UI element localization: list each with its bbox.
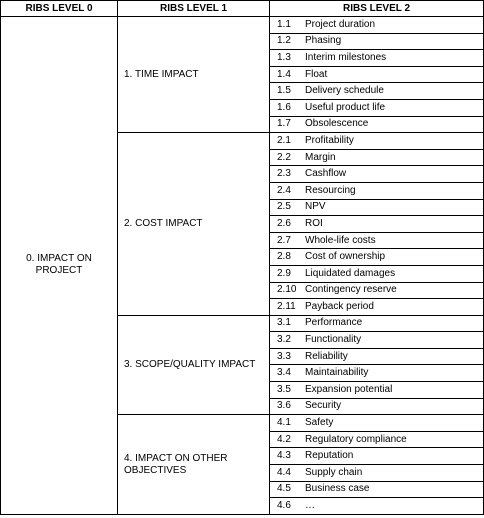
item-label: Safety <box>305 417 334 429</box>
level2-cell <box>270 116 484 133</box>
item-number: 2.5 <box>277 201 291 213</box>
item-number: 3.5 <box>277 383 291 395</box>
item-label: Float <box>305 68 328 80</box>
level2-cell <box>270 382 484 399</box>
level2-cell <box>270 182 484 199</box>
item-label: Supply chain <box>305 466 363 478</box>
level2-cell <box>270 265 484 282</box>
level2-cell <box>270 66 484 83</box>
item-number: 1.3 <box>277 51 291 63</box>
level2-cell <box>270 315 484 332</box>
level2-cell <box>270 166 484 183</box>
level1-cell: 4. IMPACT ON OTHER OBJECTIVES <box>118 415 270 515</box>
item-number: 2.4 <box>277 184 291 196</box>
item-label: Cashflow <box>305 168 347 180</box>
item-label: NPV <box>305 201 326 213</box>
item-label: Resourcing <box>305 184 356 196</box>
level2-cell <box>270 249 484 266</box>
level2-cell <box>270 431 484 448</box>
item-number: 2.10 <box>277 284 297 296</box>
level2-cell <box>270 481 484 498</box>
item-number: 4.3 <box>277 450 291 462</box>
level2-cell <box>270 99 484 116</box>
item-number: 3.6 <box>277 400 291 412</box>
item-number: 1.2 <box>277 35 291 47</box>
item-label: Expansion potential <box>305 383 393 395</box>
item-label: Phasing <box>305 35 342 47</box>
header-row <box>1 1 484 17</box>
level2-cell <box>270 50 484 67</box>
level1-cell: 3. SCOPE/QUALITY IMPACT <box>118 315 270 415</box>
level2-cell <box>270 398 484 415</box>
item-number: 2.2 <box>277 151 291 163</box>
header-level-1: RIBS LEVEL 1 <box>118 1 270 17</box>
level2-cell <box>270 465 484 482</box>
item-label: Maintainability <box>305 367 369 379</box>
item-number: 1.6 <box>277 101 291 113</box>
item-number: 4.4 <box>277 466 291 478</box>
item-label: Cost of ownership <box>305 251 386 263</box>
level2-cell <box>270 498 484 515</box>
item-label: Reputation <box>305 450 354 462</box>
item-number: 2.3 <box>277 168 291 180</box>
item-label: Project duration <box>305 18 376 30</box>
table-row <box>1 17 484 34</box>
item-number: 4.2 <box>277 433 291 445</box>
level2-cell <box>270 299 484 316</box>
level2-cell <box>270 216 484 233</box>
level2-cell <box>270 17 484 34</box>
level0-cell: 0. IMPACT ON PROJECT <box>1 17 118 515</box>
item-number: 4.5 <box>277 483 291 495</box>
level2-cell <box>270 348 484 365</box>
item-number: 2.11 <box>277 300 296 312</box>
item-number: 3.2 <box>277 334 291 346</box>
item-label: Delivery schedule <box>305 85 384 97</box>
item-label: Margin <box>305 151 336 163</box>
level2-cell <box>270 232 484 249</box>
level2-cell <box>270 33 484 50</box>
item-number: 3.3 <box>277 350 291 362</box>
item-label: Useful product life <box>305 101 386 113</box>
item-number: 1.4 <box>277 68 291 80</box>
item-number: 3.1 <box>277 317 291 329</box>
item-label: Business case <box>305 483 370 495</box>
level2-cell <box>270 199 484 216</box>
item-label: Interim milestones <box>305 51 387 63</box>
item-label: Whole-life costs <box>305 234 376 246</box>
table-body <box>1 17 484 515</box>
header-level-2: RIBS LEVEL 2 <box>270 1 484 17</box>
item-label: Reliability <box>305 350 348 362</box>
item-label: Security <box>305 400 342 412</box>
item-label: Performance <box>305 317 363 329</box>
item-label: Obsolescence <box>305 118 369 130</box>
item-label: Liquidated damages <box>305 267 396 279</box>
level2-cell <box>270 415 484 432</box>
level2-cell <box>270 282 484 299</box>
level2-cell <box>270 133 484 150</box>
item-label: ROI <box>305 217 323 229</box>
item-number: 2.6 <box>277 217 291 229</box>
item-number: 1.1 <box>277 18 291 30</box>
item-number: 4.6 <box>277 500 291 512</box>
level2-cell <box>270 83 484 100</box>
item-number: 2.9 <box>277 267 291 279</box>
item-label: Functionality <box>305 334 362 346</box>
level2-cell <box>270 365 484 382</box>
level1-cell: 1. TIME IMPACT <box>118 17 270 133</box>
item-number: 1.7 <box>277 118 291 130</box>
item-label: Regulatory compliance <box>305 433 407 445</box>
item-number: 4.1 <box>277 417 291 429</box>
item-number: 3.4 <box>277 367 291 379</box>
item-number: 2.1 <box>277 134 291 146</box>
header-level-0: RIBS LEVEL 0 <box>1 1 118 17</box>
level1-cell: 2. COST IMPACT <box>118 133 270 316</box>
item-label: … <box>305 500 315 512</box>
item-number: 2.8 <box>277 251 291 263</box>
item-label: Contingency reserve <box>305 284 397 296</box>
level2-cell <box>270 448 484 465</box>
level2-cell <box>270 149 484 166</box>
item-label: Payback period <box>305 300 374 312</box>
item-label: Profitability <box>305 134 354 146</box>
item-number: 2.7 <box>277 234 291 246</box>
item-number: 1.5 <box>277 85 291 97</box>
level2-cell <box>270 332 484 349</box>
